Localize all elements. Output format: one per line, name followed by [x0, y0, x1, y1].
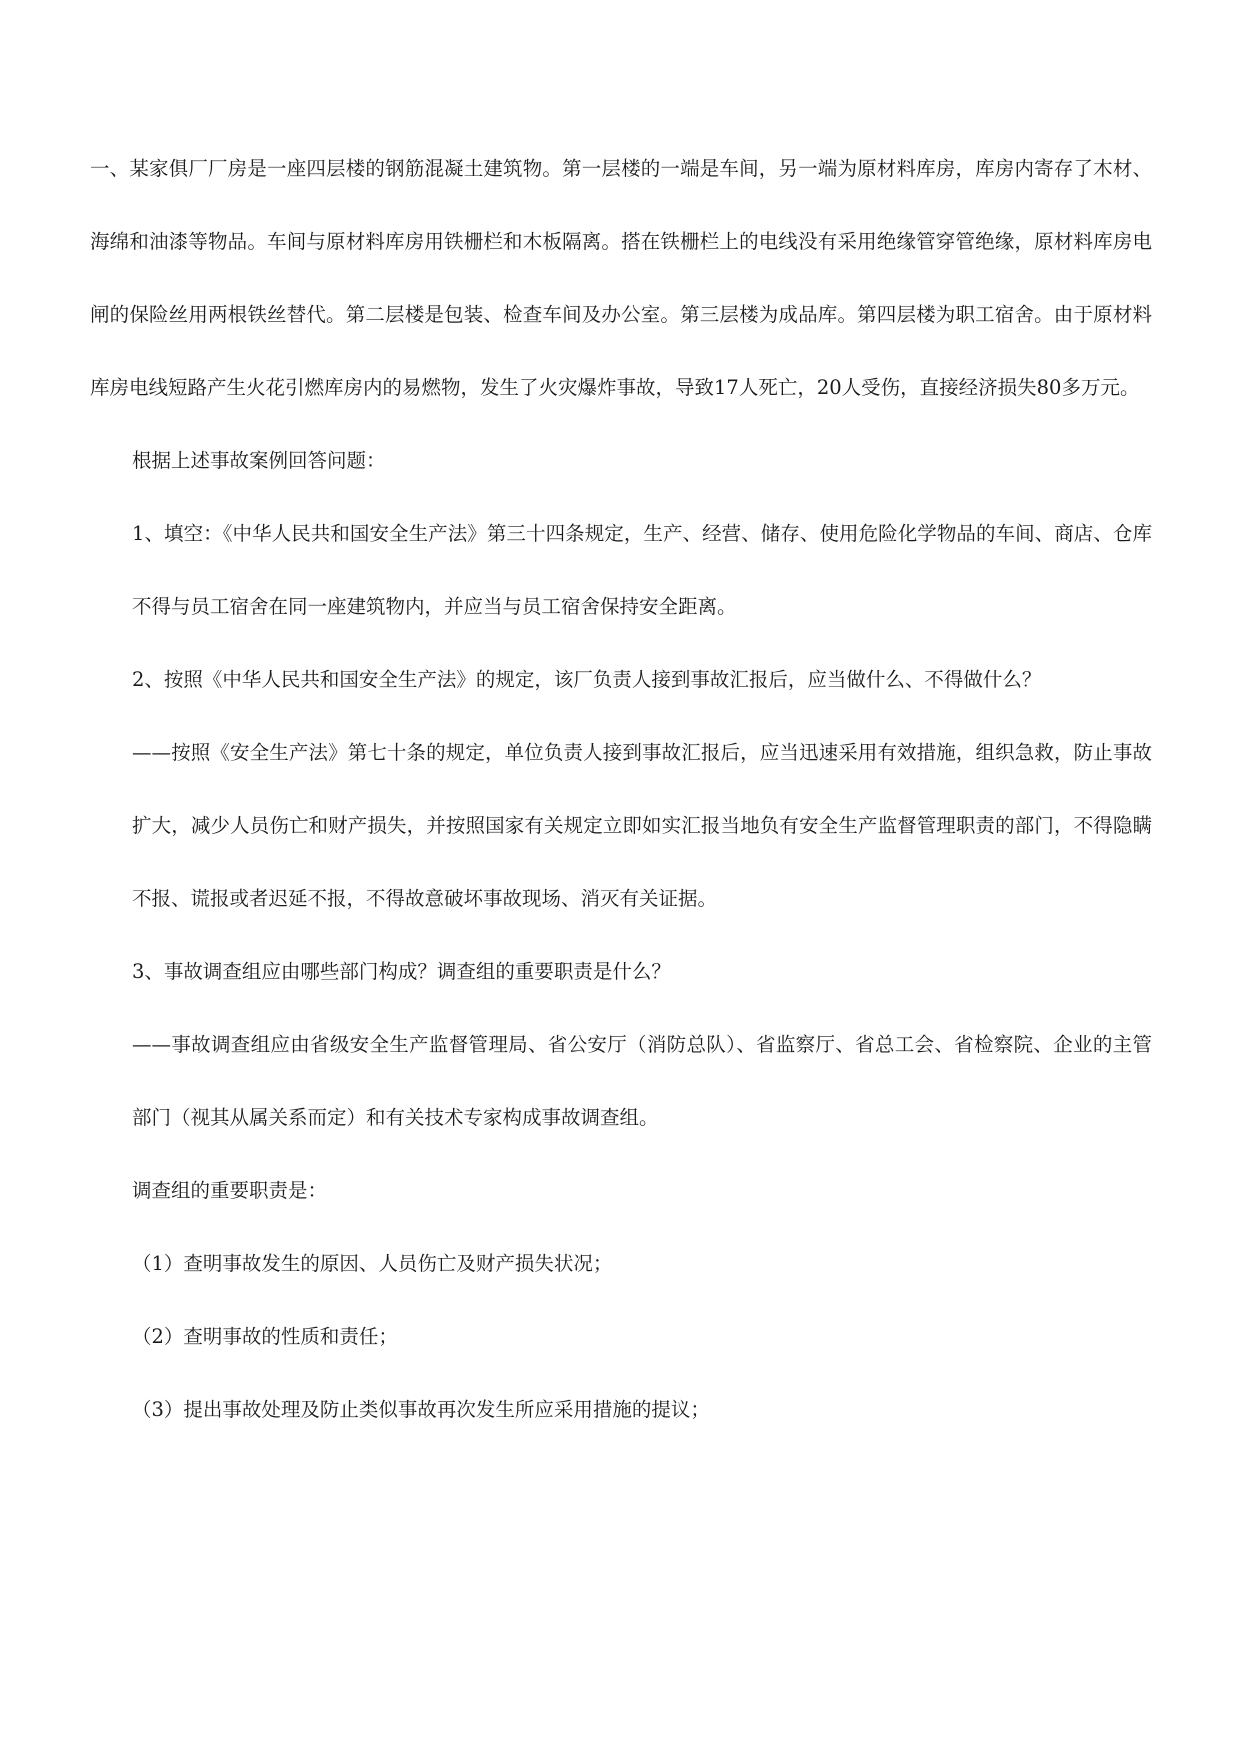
answer-3: ——事故调查组应由省级安全生产监督管理局、省公安厅（消防总队）、省监察厅、省总工会、省检察院、企业的主管部门（视其从属关系而定）和有关技术专家构成事故调查组。 [132, 1033, 1152, 1129]
document-body [90, 132, 1152, 1446]
question-1: 1、填空：《中华人民共和国安全生产法》第三十四条规定，生产、经营、储存、使用危险化学物品的车间、商店、仓库不得与员工宿舍在同一座建筑物内，并应当与员工宿舍保持安全距离。 [132, 522, 1152, 618]
question-2: 2、按照《中华人民共和国安全生产法》的规定，该厂负责人接到事故汇报后，应当做什么、不得做什么？ [132, 668, 1042, 691]
question-prompt: 根据上述事故案例回答问题： [132, 449, 386, 472]
answer-2: ——按照《安全生产法》第七十条的规定，单位负责人接到事故汇报后，应当迅速采用有效措施，组织急救，防止事故扩大，减少人员伤亡和财产损失，并按照国家有关规定立即如实汇报当地负有安全生产监督管理职责的部门，不得隐瞒不报、谎报或者迟延不报，不得故意破坏事故现场、消灭有关证据。 [132, 741, 1152, 910]
duty-item: （1）查明事故发生的原因、人员伤亡及财产损失状况； [132, 1252, 613, 1275]
case-paragraph: 一、某家俱厂厂房是一座四层楼的钢筋混凝土建筑物。第一层楼的一端是车间，另一端为原材料库房，库房内寄存了木材、海绵和油漆等物品。车间与原材料库房用铁栅栏和木板隔离。搭在铁栅栏上的电线没有采用绝缘管穿管绝缘，原材料库房电闸的保险丝用两根铁丝替代。第二层楼是包装、检查车间及办公室。第三层楼为成品库。第四层楼为职工宿舍。由于原材料库房电线短路产生火花引燃库房内的易燃物，发生了火灾爆炸事故，导致17人死亡，20人受伤，直接经济损失80多万元。 [90, 157, 1152, 399]
duties-heading: 调查组的重要职责是： [132, 1179, 328, 1202]
duty-item: （2）查明事故的性质和责任； [132, 1325, 398, 1348]
question-3: 3、事故调查组应由哪些部门构成？调查组的重要职责是什么？ [132, 960, 671, 983]
duty-item: （3）提出事故处理及防止类似事故再次发生所应采用措施的提议； [132, 1398, 710, 1421]
